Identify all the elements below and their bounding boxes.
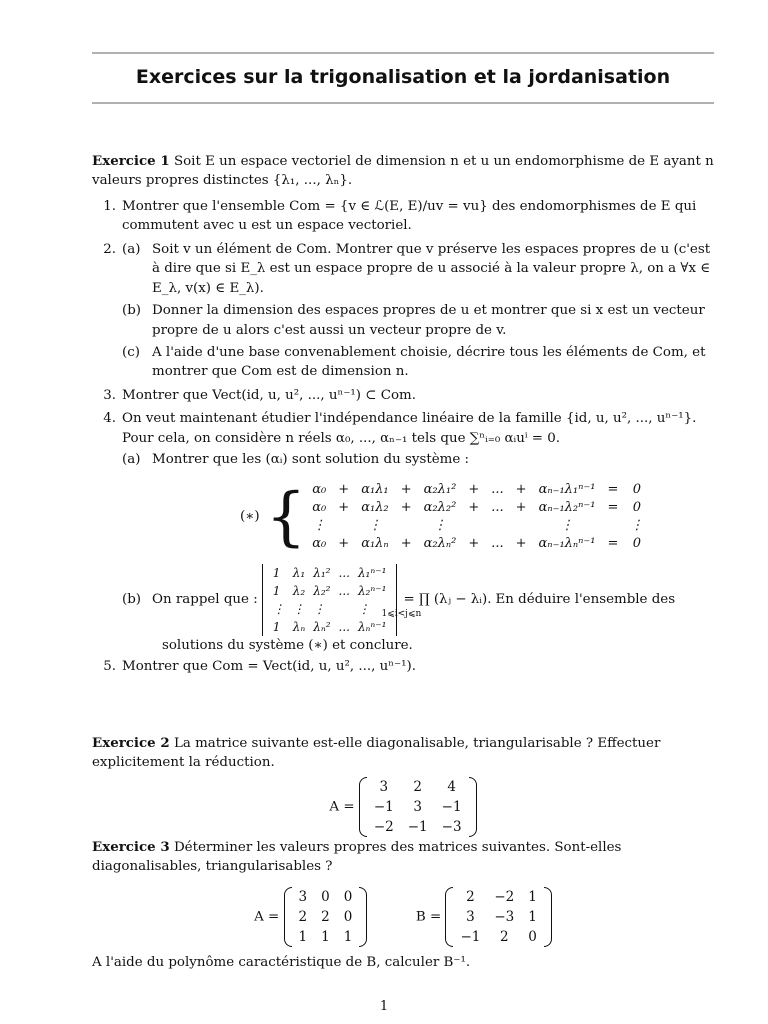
system-table <box>306 481 649 553</box>
question-4b <box>122 564 714 636</box>
system-cell: ... <box>491 499 504 515</box>
matrix-a3-cell: 1 <box>321 928 330 945</box>
question-2b-text: Donner la dimension des espaces propres de u et montrer que si x est un vecteur propre de u alors c'est aussi un vecteur propre de v. <box>152 303 705 338</box>
system-cell: ... <box>491 535 504 551</box>
determinant-cell: ⋮ <box>272 601 285 616</box>
system-cell: ⋮ <box>560 517 574 533</box>
exercise-3-label: Exercice 3 <box>92 839 170 855</box>
matrix-b-cell: −3 <box>494 908 515 925</box>
question-3 <box>92 386 714 405</box>
question-2c <box>122 343 714 382</box>
system-cell: α₂λ₂² <box>423 499 457 515</box>
system-cell: α₁λ₂ <box>361 499 389 515</box>
question-1-number: 1. <box>103 198 116 214</box>
linear-system <box>240 476 714 558</box>
question-4a <box>122 450 714 469</box>
exercise-2-text: La matrice suivante est-elle diagonalisable, triangularisable ? Effectuer explicitement la réduction. <box>92 736 661 771</box>
question-2b <box>122 301 714 340</box>
product-formula: = ∏ (λⱼ − λᵢ). <box>403 591 492 607</box>
matrix-a3-cell: 2 <box>298 908 308 925</box>
exercise-1-intro-text: Soit E un espace vectoriel de dimension n et u un endomorphisme de E ayant n valeurs propres distinctes {λ₁, ..., λₙ}. <box>92 154 714 189</box>
system-cell: + <box>338 499 350 515</box>
system-cell: α₁λₙ <box>361 535 389 551</box>
system-cell: 0 <box>632 481 642 497</box>
determinant-cell: λ₁ⁿ⁻¹ <box>357 565 387 580</box>
system-cell: + <box>400 499 412 515</box>
system-cell: αₙ₋₁λₙⁿ⁻¹ <box>538 535 596 551</box>
matrix-a3-row <box>292 887 360 907</box>
system-cell: 0 <box>632 535 642 551</box>
system-cell: = <box>607 481 619 497</box>
matrix-a-cell: −1 <box>373 798 394 815</box>
matrix-b-row <box>453 927 543 947</box>
matrix-b-cell: −2 <box>494 888 515 905</box>
system-cell: ⋮ <box>312 517 326 533</box>
exercise-3-final: A l'aide du polynôme caractéristique de B, calculer B⁻¹. <box>92 954 471 970</box>
page-title: Exercices sur la trigonalisation et la jordanisation <box>135 66 671 88</box>
system-cell: ... <box>491 481 504 497</box>
system-row <box>306 499 649 517</box>
matrix-b-cell: 0 <box>528 928 537 945</box>
determinant-cell: ... <box>338 619 350 634</box>
exercise-3-text: Déterminer les valeurs propres des matrices suivantes. Sont-elles diagonalisables, triangularisables ? <box>92 840 622 875</box>
matrix-a3-cell: 3 <box>298 888 308 905</box>
determinant-row <box>269 600 391 618</box>
system-cell <box>510 517 533 535</box>
matrix-b-cell: −1 <box>460 928 481 945</box>
system-cell: + <box>400 535 412 551</box>
system-cell: ⋮ <box>368 517 382 533</box>
determinant-cell: λ₁ <box>292 565 306 580</box>
exercise-2-text-block <box>92 734 714 773</box>
matrix-b-row <box>453 907 543 927</box>
top-rule <box>92 52 714 54</box>
system-cell: α₀ <box>312 481 327 497</box>
title-underline <box>92 102 714 104</box>
system-cell: α₀ <box>312 535 327 551</box>
system-cell: + <box>515 481 527 497</box>
matrix-b-cell: 1 <box>528 888 537 905</box>
system-row <box>306 481 649 499</box>
matrix-a-row <box>367 777 469 797</box>
system-row <box>306 535 649 553</box>
exercise-2-label: Exercice 2 <box>92 735 170 751</box>
matrix-a3-row <box>292 907 360 927</box>
determinant-row <box>269 618 391 636</box>
matrix-b-cell: 1 <box>528 908 537 925</box>
system-cell <box>395 517 418 535</box>
matrix-a-row <box>367 797 469 817</box>
matrix-a3-cell: 0 <box>321 888 330 905</box>
system-cell: + <box>468 499 480 515</box>
determinant-cell: ... <box>338 583 350 598</box>
question-2-number: 2. <box>103 241 116 257</box>
system-cell: + <box>515 535 527 551</box>
matrices-display <box>92 887 714 947</box>
question-4b-pre: On rappel que : <box>152 591 258 607</box>
matrix-b-row <box>453 887 543 907</box>
system-cell: ⋮ <box>433 517 447 533</box>
question-5-text: Montrer que Com = Vect(id, u, u², ..., uⁿ⁻¹). <box>122 659 416 674</box>
determinant-table <box>269 564 391 636</box>
exercise-1-intro <box>92 152 714 191</box>
matrix-b-cell: 2 <box>466 888 475 905</box>
matrix-a3-cell: 2 <box>321 908 330 925</box>
question-1 <box>92 197 714 236</box>
matrix-a-cell: 2 <box>413 778 422 795</box>
system-brace: { <box>265 479 307 554</box>
matrix-a-display <box>92 777 714 837</box>
vandermonde-determinant <box>262 564 398 636</box>
determinant-cell: λ₂² <box>313 583 331 598</box>
matrix-a-cell: 3 <box>379 778 389 795</box>
matrix-a3-cell: 1 <box>343 928 353 945</box>
system-cell: α₀ <box>312 499 327 515</box>
question-4-text: On veut maintenant étudier l'indépendance linéaire de la famille {id, u, u², ..., uⁿ⁻¹}. Pour cela, on considère n réels α₀, ..., αₙ₋₁ tels que ∑ⁿᵢ₌₀ αᵢuⁱ = 0. <box>122 411 697 446</box>
determinant-row <box>269 564 391 582</box>
system-cell: + <box>468 481 480 497</box>
question-2 <box>92 240 714 382</box>
determinant-cell: λₙⁿ⁻¹ <box>357 619 387 634</box>
question-5-number: 5. <box>103 659 116 674</box>
question-4b-tail: solutions du système (∗) et conclure. <box>162 637 413 653</box>
system-cell <box>332 517 355 535</box>
exercise-3 <box>92 838 714 972</box>
question-2b-label: (b) <box>122 303 142 319</box>
matrix-a-cell: 3 <box>413 798 422 815</box>
matrix-a <box>359 777 477 837</box>
system-cell: 0 <box>632 499 642 515</box>
matrix-a-cell: 4 <box>447 778 456 795</box>
question-4-number: 4. <box>103 411 116 427</box>
matrix-a-cell: −1 <box>407 818 428 835</box>
system-cell: + <box>338 535 350 551</box>
determinant-cell: ... <box>338 565 350 580</box>
product-index: 1⩽i<j⩽n <box>381 609 422 620</box>
system-cell: = <box>607 535 619 551</box>
determinant-cell: ⋮ <box>357 601 370 616</box>
matrix-a3 <box>284 887 368 947</box>
question-4 <box>92 409 714 655</box>
matrix-b-cell: 3 <box>466 908 475 925</box>
question-1-text: Montrer que l'ensemble Com = {v ∈ ℒ(E, E)/uv = vu} des endomorphismes de E qui commutent avec u est un espace vectoriel. <box>122 198 697 234</box>
determinant-cell <box>335 600 354 618</box>
system-cell: ⋮ <box>630 517 644 533</box>
matrix-a3-cell: 0 <box>343 888 353 905</box>
system-cell: αₙ₋₁λ₁ⁿ⁻¹ <box>538 481 596 497</box>
question-3-text: Montrer que Vect(id, u, u², ..., uⁿ⁻¹) ⊂ Com. <box>122 387 416 403</box>
exercise-3-text-block <box>92 838 714 877</box>
determinant-cell: λ₁² <box>313 565 331 580</box>
question-3-number: 3. <box>103 387 116 403</box>
determinant-cell: 1 <box>272 583 281 598</box>
system-cell: + <box>468 535 480 551</box>
system-cell: α₁λ₁ <box>361 481 389 497</box>
system-row <box>306 517 649 535</box>
question-2a-text: Soit v un élément de Com. Montrer que v préserve les espaces propres de u (c'est à dire que si E_λ est un espace propre de u associé à la valeur propre λ, on a ∀x ∈ E_λ, v(x) ∈ E_λ). <box>152 241 711 296</box>
question-2c-label: (c) <box>122 344 140 360</box>
system-cell: + <box>400 481 412 497</box>
question-4b-label: (b) <box>122 591 142 607</box>
exercise-1 <box>92 152 714 676</box>
matrix-b-name: B = <box>415 909 442 925</box>
matrix-a-cell: −1 <box>441 798 462 815</box>
matrix-a3-cell: 0 <box>343 908 353 925</box>
determinant-row <box>269 582 391 600</box>
determinant-cell: λₙ <box>292 619 306 634</box>
system-cell: + <box>338 481 350 497</box>
matrix-a-row <box>367 817 469 837</box>
system-cell: = <box>607 499 619 515</box>
system-cell: α₂λₙ² <box>423 535 457 551</box>
matrix-a-cell: −3 <box>441 818 462 835</box>
matrix-a3-cell: 1 <box>298 928 308 945</box>
question-4a-text: Montrer que les (αᵢ) sont solution du système : <box>152 452 470 468</box>
system-cell <box>462 517 485 535</box>
matrix-a3-row <box>292 927 360 947</box>
determinant-cell: 1 <box>272 565 281 580</box>
question-5 <box>92 657 714 676</box>
determinant-cell: λ₂ⁿ⁻¹ <box>357 583 387 598</box>
matrix-b <box>445 887 551 947</box>
determinant-cell: ⋮ <box>313 601 326 616</box>
question-4b-post: En déduire l'ensemble des <box>495 591 676 607</box>
question-2c-text: A l'aide d'une base convenablement choisie, décrire tous les éléments de Com, et montrer que Com est de dimension n. <box>152 344 706 380</box>
determinant-cell: λₙ² <box>313 619 331 634</box>
question-2a <box>122 240 714 298</box>
determinant-cell: 1 <box>272 619 281 634</box>
system-cell: αₙ₋₁λ₂ⁿ⁻¹ <box>538 499 596 515</box>
question-2a-label: (a) <box>122 241 141 257</box>
determinant-cell: λ₂ <box>292 583 306 598</box>
determinant-cell: ⋮ <box>292 601 305 616</box>
system-cell: α₂λ₁² <box>423 481 457 497</box>
matrix-a-cell: −2 <box>373 818 394 835</box>
exercise-2 <box>92 734 714 837</box>
matrix-b-cell: 2 <box>500 928 509 945</box>
system-cell: + <box>515 499 527 515</box>
page-number: 1 <box>379 999 389 1014</box>
exercise-1-label: Exercice 1 <box>92 153 170 169</box>
system-label: (∗) <box>240 508 260 524</box>
system-cell <box>602 517 625 535</box>
system-cell <box>485 517 509 535</box>
matrix-a3-name: A = <box>254 909 280 925</box>
matrix-a-name: A = <box>329 799 355 815</box>
question-4a-label: (a) <box>122 452 141 468</box>
